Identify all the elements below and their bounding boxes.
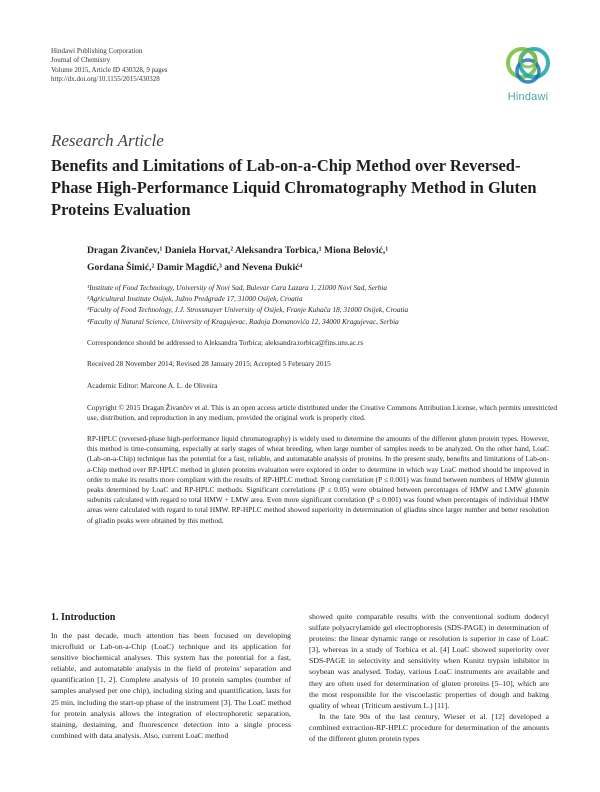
paragraph: In the late 90s of the last century, Wieser et al. [12] developed a combined extraction-RP-HPLC procedure for determination of the amounts of the different gluten protein types [309, 711, 549, 744]
affiliation: ⁴Faculty of Natural Science, University of Kragujevac, Radoja Domanovića 12, 34000 Kragujevac, Serbia [87, 316, 399, 326]
article-type: Research Article [51, 131, 164, 150]
affiliation: ³Faculty of Food Technology, J.J. Strossmayer University of Osijek, Franje Kuhača 18, 31000 Osijek, Croatia [87, 305, 409, 315]
hindawi-logo-icon [498, 43, 558, 91]
copyright-notice: Copyright © 2015 Dragan Živančev et al. This is an open access article distributed under the Creative Commons Attribution License, which permits unrestricted use, distribution, and reproduction in any medium, provided the original work is properly cited. [87, 403, 557, 422]
logo-text: Hindawi [507, 91, 549, 103]
author-list [87, 243, 557, 276]
authors-line: Dragan Živančev,¹ Daniela Horvat,² Aleksandra Torbica,¹ Miona Belović,¹ [87, 245, 389, 256]
correspondence: Correspondence should be addressed to Aleksandra Torbica; aleksandra.torbica@fins.uns.ac.rs [87, 338, 364, 347]
text-column-right [309, 611, 549, 744]
article-title: Benefits and Limitations of Lab-on-a-Chip Method over Reversed-Phase High-Performance Liquid Chromatography Method in Gluten Proteins Evaluation [51, 156, 537, 219]
paragraph: showed quite comparable results with the conventional sodium dodecyl sulfate polyacrylamide gel electrophoresis (SDS-PAGE) in determination of proteins: the linear dynamic range or resolution is superior in case of LoaC [3], whereas in a study of Torbica et al. [4] LoaC showed superiority over SDS-PAGE in selectivity and sensitivity when Kunitz trypsin inhibitor in soybean was analysed. Today, various LoaC instruments are available and they are often used for determination of gluten proteins [5–10], which are the most responsible for the viscoelastic properties of dough and baking quality of wheat (Triticum aestivum L.) [11]. [309, 612, 549, 710]
text-column-left [51, 630, 291, 741]
publisher: Hindawi Publishing Corporation [51, 47, 143, 55]
abstract: RP-HPLC (reversed-phase high-performance liquid chromatography) is widely used to determine the amounts of the different gluten protein types. However, this method is time-consuming, especially at early stages of wheat breeding, when large number of samples needs to be analyzed. On the other hand, LoaC (Lab-on-a-Chip) technique has the potential for a fast, reliable, and automatable analysis of proteins. In the present study, benefits and limitations of Lab-on-a-Chip method over RP-HPLC method in gluten proteins evaluation were explored in order to determine in which way LoaC method should be improved in order to make its results more compliant with the results of RP-HPLC method. Strong correlation (P ≤ 0.001) was found between numbers of HMW glutenin peaks determined by LoaC and RP-HPLC methods. Significant correlations (P ≤ 0.05) were obtained between percentages of HMW and LMW glutenin subunits calculated with regard to total HMW + LMW area. Even more significant correlation (P ≤ 0.001) was found when percentages of individual HMW areas were calculated with regard to total HMW. RP-HPLC method showed superiority in determination of gliadins since larger number and better resolution of gliadin peaks were obtained by this method. [87, 434, 549, 525]
affiliation: ²Agricultural Institute Osijek, Južno Predgrađe 17, 31000 Osijek, Croatia [87, 294, 303, 304]
section-heading: 1. Introduction [51, 612, 116, 623]
paragraph: In the past decade, much attention has been focused on developing microfluid or Lab-on-a-Chip (LoaC) technique and its application for sensitive biochemical analyses. This system has the potential for a fast, reliable, and automatable analysis in the field of proteins' separation and quantification [1, 2]. Complete analysis of 10 protein samples (number of samples analysed per one chip), including sizing and quantification, lasts for 25 min, including the start-up phase of the instrument [3]. The LoaC method for protein analysis allows the integration of electrophoretic separation, staining, destaining, and fluorescence detection into a single process combined with data analysis. Also, current LoaC method [51, 631, 291, 740]
authors-line: Gordana Šimić,² Damir Magdić,³ and Nevena Đukić⁴ [87, 261, 303, 273]
journal-name: Journal of Chemistry [51, 56, 111, 65]
academic-editor: Academic Editor: Marcone A. L. de Oliveira [87, 381, 218, 390]
article-dates: Received 28 November 2014; Revised 28 January 2015; Accepted 5 February 2015 [87, 359, 331, 368]
doi-link[interactable]: http://dx.doi.org/10.1155/2015/430328 [51, 75, 160, 84]
affiliations [87, 282, 557, 327]
volume-info: Volume 2015, Article ID 430328, 9 pages [51, 65, 168, 74]
hindawi-logo [498, 43, 558, 106]
affiliation: ¹Institute of Food Technology, University of Novi Sad, Bulevar Cara Lazara 1, 21000 Novi Sad, Serbia [87, 283, 388, 292]
publication-info [51, 47, 168, 85]
